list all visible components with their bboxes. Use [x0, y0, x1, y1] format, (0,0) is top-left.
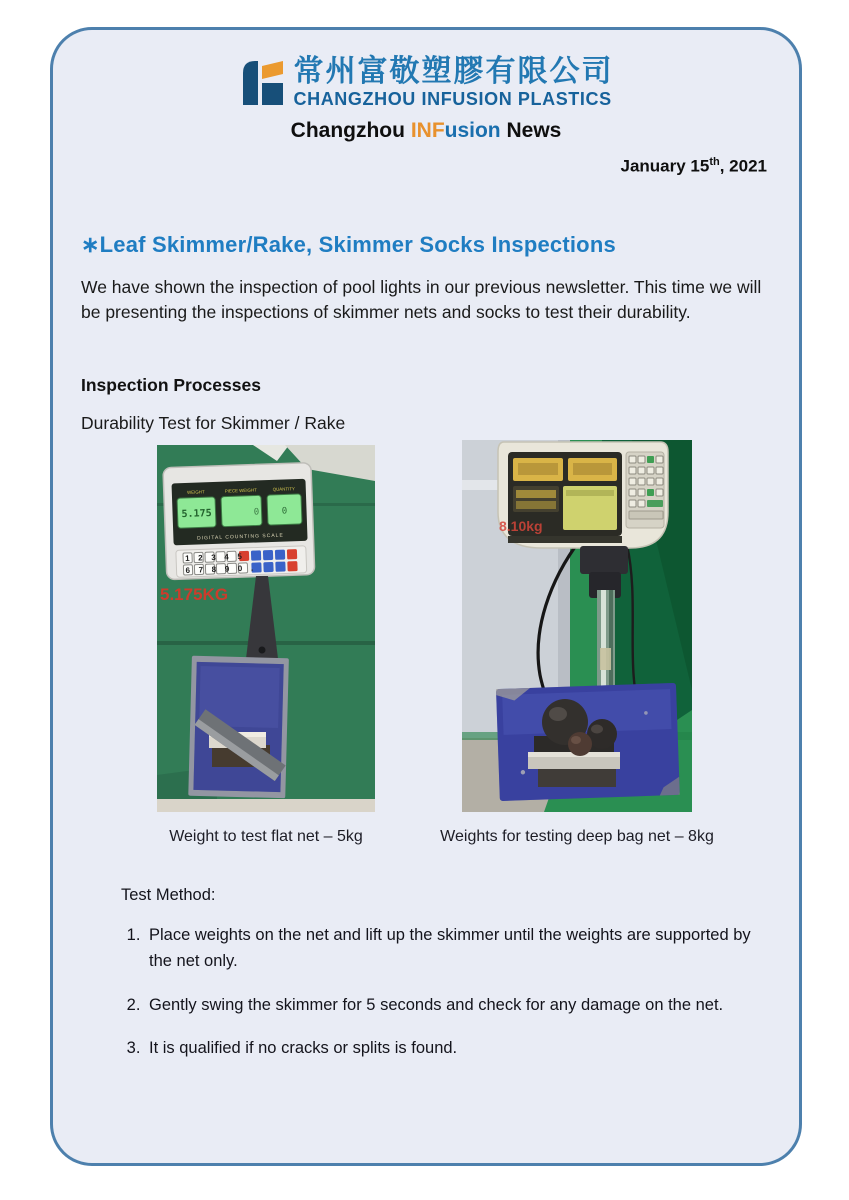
test-method-step-text: Gently swing the skimmer for 5 seconds and check for any damage on the net. — [149, 995, 724, 1014]
test-method-title: Test Method: — [121, 885, 216, 904]
newsletter-title — [53, 119, 799, 143]
issue-date — [53, 156, 767, 177]
lcd-label-piece-weight: PIECE WEIGHT — [224, 487, 257, 494]
company-name-english: CHANGZHOU INFUSION PLASTICS — [293, 88, 612, 109]
test-method-step-text: It is qualified if no cracks or splits is found. — [149, 1039, 458, 1058]
test-method-section — [121, 886, 769, 1062]
issue-date-ordinal: th — [709, 155, 720, 168]
weight-annotation-right: 8.10kg — [499, 517, 543, 534]
newsletter-title-part3: usion — [444, 118, 501, 142]
issue-date-year: , 2021 — [719, 156, 767, 176]
caption-flat-net-text: Weight to test flat net – 5kg — [169, 827, 363, 845]
article-heading-text: Leaf Skimmer/Rake, Skimmer Socks Inspections — [99, 232, 616, 258]
pole-mount — [580, 546, 628, 574]
intro-paragraph: We have shown the inspection of pool lights in our previous newsletter. This time we will be presenting the inspections of skimmer nets and socks to test their durability. — [81, 277, 762, 322]
scale-keypad — [626, 452, 664, 528]
deep-bag-scale-photo — [462, 440, 692, 812]
company-name-block — [294, 56, 614, 110]
scale-head — [498, 442, 668, 548]
lcd-value-weight: 5.175 — [181, 507, 212, 520]
heading-asterisk-marker: ∗ — [81, 232, 100, 258]
lcd-value-quantity: 0 — [281, 506, 288, 517]
lcd-label-weight: WEIGHT — [186, 489, 205, 495]
flat-net-scale-photo — [157, 445, 375, 812]
newsletter-title-part4: News — [500, 118, 562, 142]
test-method-step — [145, 992, 763, 1018]
test-method-step — [145, 1035, 763, 1061]
article-content — [81, 232, 769, 1061]
company-logo-row — [53, 56, 799, 110]
photo-deep-bag-net-test — [440, 440, 714, 846]
newsletter-title-part2: INF — [410, 118, 445, 142]
photo-flat-net-test — [157, 445, 375, 846]
newsletter-page — [50, 27, 802, 1166]
company-logo-icon — [239, 57, 285, 109]
issue-date-main: January 15 — [620, 156, 710, 176]
test-method-step — [145, 922, 763, 975]
test-method-steps — [121, 922, 769, 1062]
weight-annotation-left: 5.175KG — [160, 584, 229, 604]
caption-deep-bag-net-text: Weights for testing deep bag net – 8kg — [440, 827, 714, 845]
lcd-label-quantity: QUANTITY — [272, 485, 295, 492]
caption-flat-net — [157, 828, 375, 846]
process-subheading: Durability Test for Skimmer / Rake — [81, 412, 346, 433]
lcd-value-piece-weight: 0 — [253, 507, 260, 518]
keypad-digits-row1: 1 2 3 4 5 — [184, 551, 246, 563]
keypad-digits-row2: 6 7 8 9 0 . — [185, 563, 257, 575]
scale-head — [163, 462, 315, 579]
process-section-heading: Inspection Processes — [81, 374, 261, 395]
inspection-photos-row — [81, 445, 769, 846]
caption-deep-bag-net — [440, 827, 714, 846]
scale-type-label: DIGITAL COUNTING SCALE — [196, 532, 284, 542]
company-name-chinese: 常州富敬塑膠有限公司 — [293, 55, 614, 88]
article-heading — [81, 232, 769, 258]
newsletter-title-part1: Changzhou — [290, 118, 411, 142]
test-method-step-text: Place weights on the net and lift up the skimmer until the weights are supported by the net only. — [149, 925, 751, 971]
